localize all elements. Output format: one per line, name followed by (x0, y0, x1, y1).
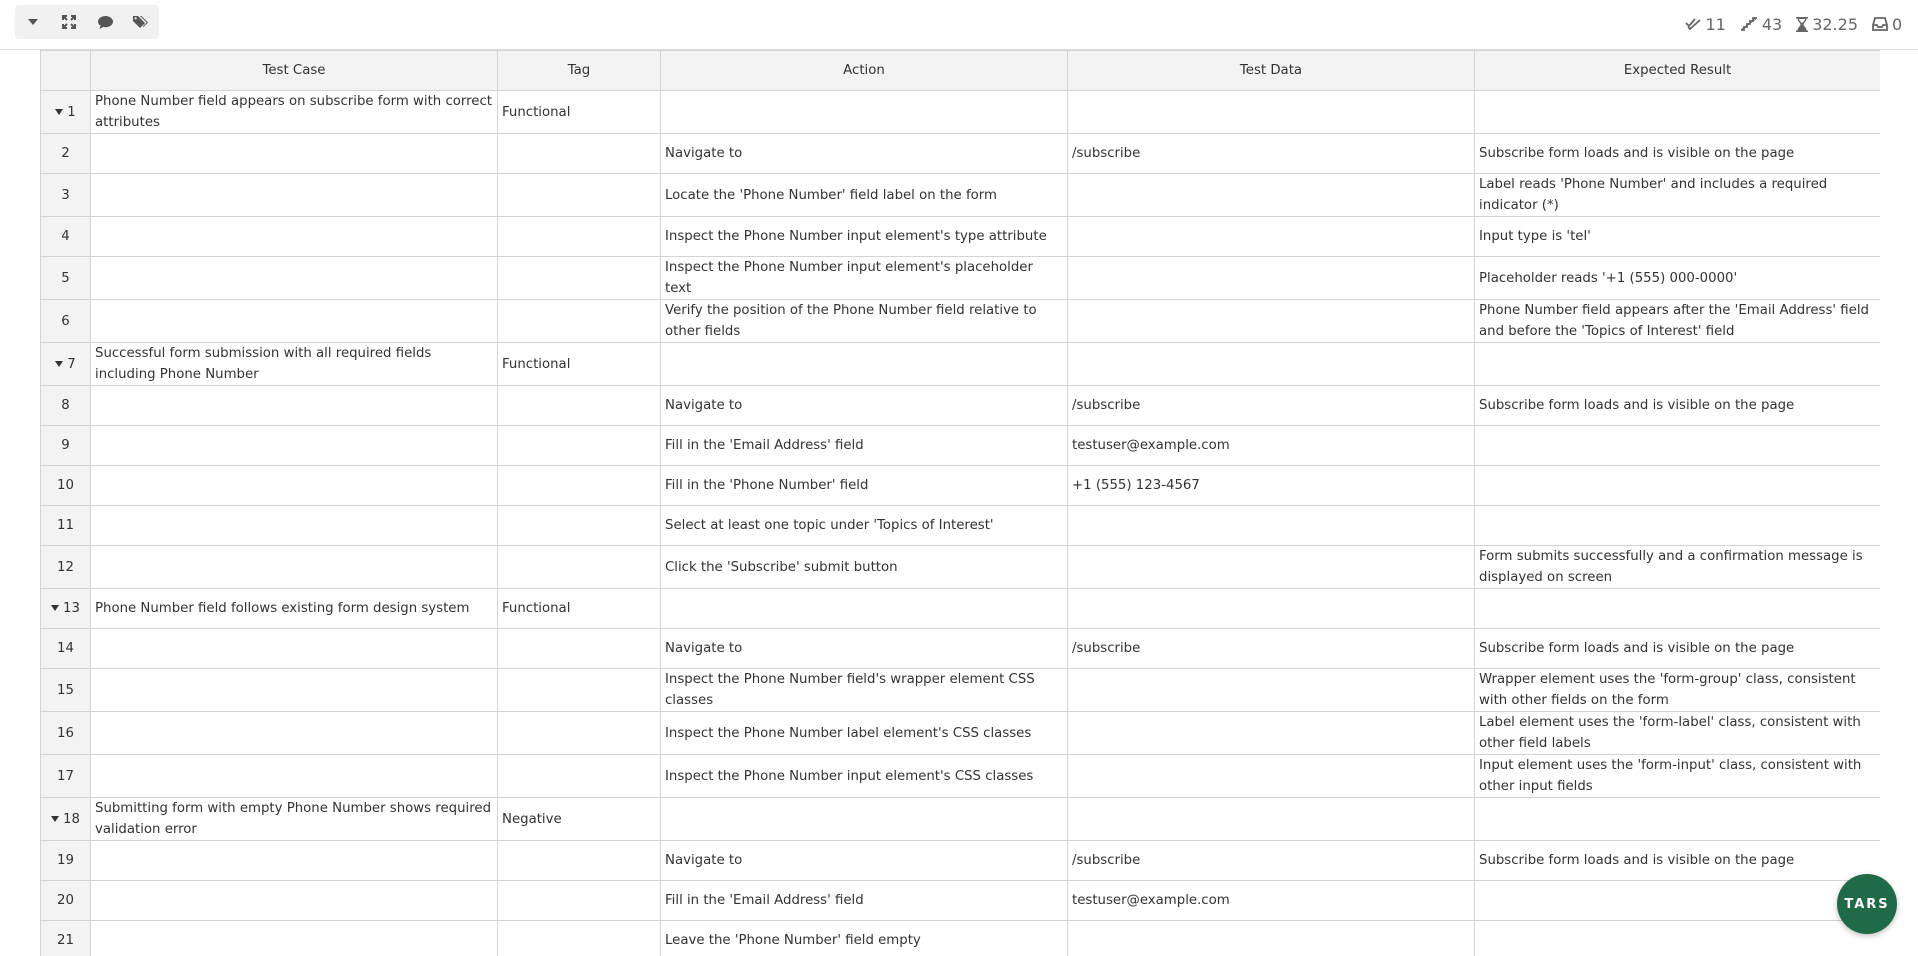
cell-tag[interactable]: Functional (498, 91, 661, 134)
cell-tag[interactable] (498, 841, 661, 881)
cell-test-data[interactable] (1068, 257, 1475, 300)
cell-test-data[interactable] (1068, 546, 1475, 589)
cell-expected-result[interactable] (1475, 466, 1881, 506)
cell-action[interactable]: Locate the 'Phone Number' field label on the form (661, 174, 1068, 217)
cell-test-case[interactable] (91, 546, 498, 589)
tars-assistant-button[interactable] (1837, 874, 1897, 934)
checks-count: 11 (1705, 14, 1726, 34)
cell-expected-result[interactable] (1475, 91, 1881, 134)
test-step-row[interactable] (41, 300, 1881, 343)
row-number-cell (41, 506, 91, 546)
steps-count: 43 (1761, 14, 1783, 34)
cell-test-case[interactable] (91, 921, 498, 956)
cell-expected-result[interactable] (1475, 589, 1881, 629)
cell-expected-result[interactable]: Placeholder reads '+1 (555) 000-0000' (1475, 257, 1881, 300)
cell-expected-result[interactable]: Subscribe form loads and is visible on the page (1475, 134, 1881, 174)
row-number-cell (41, 257, 91, 300)
checks-stat (1685, 15, 1725, 34)
cell-test-case[interactable] (91, 629, 498, 669)
test-case-group-row[interactable] (41, 343, 1881, 386)
row-number-cell (41, 174, 91, 217)
column-header-test-case[interactable]: Test Case (91, 51, 498, 91)
cell-action[interactable]: Navigate to (661, 841, 1068, 881)
cell-action[interactable]: Select at least one topic under 'Topics of Interest' (661, 506, 1068, 546)
row-number-cell (41, 300, 91, 343)
duration-value: 32.25 (1812, 14, 1858, 34)
cell-test-case[interactable]: Phone Number field appears on subscribe form with correct attributes (91, 91, 498, 134)
cell-expected-result[interactable]: Label reads 'Phone Number' and includes a required indicator (*) (1475, 174, 1881, 217)
test-case-group-row[interactable] (41, 91, 1881, 134)
test-case-table (40, 50, 1880, 956)
cell-test-data[interactable] (1068, 755, 1475, 798)
caret-down-icon[interactable] (51, 605, 59, 611)
cell-test-case[interactable] (91, 217, 498, 257)
row-number-cell (41, 755, 91, 798)
row-number-cell (41, 134, 91, 174)
cell-test-data[interactable] (1068, 798, 1475, 841)
cell-test-case[interactable] (91, 426, 498, 466)
test-case-group-row[interactable] (41, 589, 1881, 629)
cell-action[interactable]: Navigate to (661, 134, 1068, 174)
cell-tag[interactable] (498, 629, 661, 669)
caret-down-icon[interactable] (55, 361, 63, 367)
test-case-group-row[interactable] (41, 798, 1881, 841)
row-number: 11 (57, 518, 74, 533)
collapse-toggle-button[interactable] (15, 5, 51, 39)
cell-action[interactable]: Inspect the Phone Number input element's placeholder text (661, 257, 1068, 300)
header-row (41, 51, 1881, 91)
cell-expected-result[interactable]: Input type is 'tel' (1475, 217, 1881, 257)
row-number-cell (41, 798, 91, 841)
cell-tag[interactable] (498, 386, 661, 426)
cell-test-case[interactable]: Phone Number field follows existing form design system (91, 589, 498, 629)
cell-test-data[interactable] (1068, 589, 1475, 629)
steps-stat (1740, 15, 1782, 34)
cell-test-case[interactable] (91, 755, 498, 798)
row-number: 18 (63, 811, 80, 827)
comment-icon (98, 16, 113, 29)
cell-test-data[interactable] (1068, 174, 1475, 217)
test-step-row[interactable] (41, 217, 1881, 257)
cell-test-case[interactable] (91, 841, 498, 881)
cell-test-case[interactable]: Successful form submission with all required fields including Phone Number (91, 343, 498, 386)
column-header-test-data[interactable]: Test Data (1068, 51, 1475, 91)
cell-tag[interactable] (498, 466, 661, 506)
column-header-expected-result[interactable]: Expected Result (1475, 51, 1881, 91)
inbox-icon (1872, 17, 1888, 31)
cell-expected-result[interactable]: Subscribe form loads and is visible on the page (1475, 841, 1881, 881)
cell-expected-result[interactable] (1475, 343, 1881, 386)
cell-test-data[interactable]: testuser@example.com (1068, 881, 1475, 921)
top-toolbar (0, 0, 1918, 50)
row-number-header (41, 51, 91, 91)
row-number: 21 (57, 933, 74, 948)
row-number: 20 (57, 893, 74, 908)
cell-tag[interactable] (498, 506, 661, 546)
cell-action[interactable]: Inspect the Phone Number field's wrapper element CSS classes (661, 669, 1068, 712)
row-number-cell (41, 669, 91, 712)
test-step-row[interactable] (41, 506, 1881, 546)
test-step-row[interactable] (41, 629, 1881, 669)
cell-tag[interactable]: Functional (498, 589, 661, 629)
cell-action[interactable]: Fill in the 'Email Address' field (661, 881, 1068, 921)
cell-test-case[interactable] (91, 300, 498, 343)
cell-expected-result[interactable]: Wrapper element uses the 'form-group' class, consistent with other fields on the form (1475, 669, 1881, 712)
row-number: 2 (61, 146, 70, 161)
cell-test-data[interactable]: /subscribe (1068, 134, 1475, 174)
cell-test-case[interactable] (91, 669, 498, 712)
cell-action[interactable]: Inspect the Phone Number input element's CSS classes (661, 755, 1068, 798)
cell-test-data[interactable]: /subscribe (1068, 386, 1475, 426)
test-step-row[interactable] (41, 881, 1881, 921)
cell-test-data[interactable] (1068, 300, 1475, 343)
cell-expected-result[interactable]: Subscribe form loads and is visible on the page (1475, 629, 1881, 669)
cell-expected-result[interactable]: Subscribe form loads and is visible on the page (1475, 386, 1881, 426)
cell-test-data[interactable] (1068, 91, 1475, 134)
row-number: 8 (61, 398, 70, 413)
row-number-cell (41, 712, 91, 755)
test-step-row[interactable] (41, 466, 1881, 506)
cell-test-data[interactable] (1068, 712, 1475, 755)
expand-icon (62, 15, 76, 29)
cell-action[interactable]: Leave the 'Phone Number' field empty (661, 921, 1068, 956)
row-number: 12 (57, 559, 74, 575)
steps-icon (1740, 17, 1758, 31)
row-number-cell (41, 217, 91, 257)
cell-action[interactable]: Fill in the 'Phone Number' field (661, 466, 1068, 506)
cell-tag[interactable] (498, 669, 661, 712)
row-number: 17 (57, 768, 74, 784)
cell-tag[interactable] (498, 712, 661, 755)
chevron-down-icon (28, 19, 38, 25)
cell-tag[interactable] (498, 881, 661, 921)
row-number-cell (41, 386, 91, 426)
cell-test-data[interactable] (1068, 343, 1475, 386)
cell-test-data[interactable] (1068, 217, 1475, 257)
cell-tag[interactable] (498, 921, 661, 956)
test-case-grid (40, 50, 1880, 956)
tags-icon (133, 15, 149, 29)
test-step-row[interactable] (41, 921, 1881, 956)
cell-test-data[interactable]: +1 (555) 123-4567 (1068, 466, 1475, 506)
cell-tag[interactable] (498, 217, 661, 257)
cell-tag[interactable] (498, 174, 661, 217)
cell-test-data[interactable]: /subscribe (1068, 629, 1475, 669)
row-number: 4 (61, 229, 70, 244)
cell-tag[interactable]: Negative (498, 798, 661, 841)
test-step-row[interactable] (41, 841, 1881, 881)
expand-button[interactable] (51, 5, 87, 39)
cell-test-data[interactable] (1068, 921, 1475, 956)
cell-test-data[interactable]: testuser@example.com (1068, 426, 1475, 466)
test-step-row[interactable] (41, 546, 1881, 589)
cell-tag[interactable] (498, 257, 661, 300)
cell-tag[interactable] (498, 426, 661, 466)
cell-action[interactable]: Verify the position of the Phone Number field relative to other fields (661, 300, 1068, 343)
cell-expected-result[interactable]: Phone Number field appears after the 'Email Address' field and before the 'Topics of Interest' field (1475, 300, 1881, 343)
test-step-row[interactable] (41, 426, 1881, 466)
cell-action[interactable] (661, 798, 1068, 841)
row-number-cell (41, 343, 91, 386)
row-number-cell (41, 91, 91, 134)
cell-test-case[interactable] (91, 134, 498, 174)
comments-button[interactable] (87, 5, 123, 39)
cell-test-case[interactable] (91, 386, 498, 426)
row-number-cell (41, 546, 91, 589)
row-number: 6 (61, 313, 70, 329)
row-number-cell (41, 466, 91, 506)
cell-test-data[interactable] (1068, 506, 1475, 546)
row-number: 16 (57, 725, 74, 741)
cell-test-case[interactable]: Submitting form with empty Phone Number shows required validation error (91, 798, 498, 841)
caret-down-icon[interactable] (55, 109, 63, 115)
row-number: 3 (61, 187, 70, 203)
test-step-row[interactable] (41, 386, 1881, 426)
row-number: 10 (57, 478, 74, 493)
test-step-row[interactable] (41, 174, 1881, 217)
tars-label: TARS (1844, 896, 1890, 912)
cell-test-case[interactable] (91, 257, 498, 300)
inbox-count: 0 (1892, 14, 1903, 34)
row-number: 7 (67, 356, 76, 372)
double-check-icon (1685, 18, 1701, 30)
test-step-row[interactable] (41, 712, 1881, 755)
test-step-row[interactable] (41, 134, 1881, 174)
cell-action[interactable] (661, 589, 1068, 629)
row-number: 19 (57, 853, 74, 868)
row-number-cell (41, 589, 91, 629)
table-body (41, 91, 1881, 956)
cell-test-data[interactable] (1068, 669, 1475, 712)
cell-action[interactable]: Inspect the Phone Number input element's type attribute (661, 217, 1068, 257)
row-number: 14 (57, 641, 74, 656)
cell-action[interactable]: Click the 'Subscribe' submit button (661, 546, 1068, 589)
cell-action[interactable]: Fill in the 'Email Address' field (661, 426, 1068, 466)
cell-test-data[interactable]: /subscribe (1068, 841, 1475, 881)
tags-button[interactable] (123, 5, 159, 39)
test-step-row[interactable] (41, 257, 1881, 300)
cell-test-case[interactable] (91, 881, 498, 921)
cell-action[interactable] (661, 343, 1068, 386)
cell-action[interactable]: Navigate to (661, 386, 1068, 426)
cell-expected-result[interactable] (1475, 506, 1881, 546)
row-number: 1 (67, 104, 76, 120)
cell-expected-result[interactable] (1475, 798, 1881, 841)
row-number-cell (41, 921, 91, 956)
cell-tag[interactable] (498, 300, 661, 343)
cell-tag[interactable] (498, 755, 661, 798)
row-number-cell (41, 629, 91, 669)
cell-test-case[interactable] (91, 712, 498, 755)
inbox-stat (1872, 15, 1918, 34)
cell-test-case[interactable] (91, 506, 498, 546)
toolbar-button-group (15, 5, 159, 39)
row-number-cell (41, 426, 91, 466)
cell-tag[interactable] (498, 134, 661, 174)
duration-stat (1796, 15, 1858, 34)
row-number-cell (41, 841, 91, 881)
column-header-tag[interactable]: Tag (498, 51, 661, 91)
cell-tag[interactable]: Functional (498, 343, 661, 386)
cell-test-case[interactable] (91, 174, 498, 217)
cell-action[interactable]: Navigate to (661, 629, 1068, 669)
cell-action[interactable] (661, 91, 1068, 134)
cell-expected-result[interactable] (1475, 426, 1881, 466)
column-header-action[interactable]: Action (661, 51, 1068, 91)
hourglass-icon (1796, 17, 1808, 32)
cell-expected-result[interactable] (1475, 921, 1881, 956)
row-number: 15 (57, 682, 74, 698)
test-step-row[interactable] (41, 669, 1881, 712)
cell-expected-result[interactable]: Form submits successfully and a confirmation message is displayed on screen (1475, 546, 1881, 589)
cell-expected-result[interactable] (1475, 881, 1881, 921)
cell-tag[interactable] (498, 546, 661, 589)
test-step-row[interactable] (41, 755, 1881, 798)
row-number-cell (41, 881, 91, 921)
stats-bar (1685, 0, 1918, 48)
caret-down-icon[interactable] (51, 816, 59, 822)
cell-test-case[interactable] (91, 466, 498, 506)
row-number: 9 (61, 438, 70, 453)
cell-expected-result[interactable]: Input element uses the 'form-input' class, consistent with other input fields (1475, 755, 1881, 798)
row-number: 13 (63, 601, 80, 616)
row-number: 5 (61, 270, 70, 286)
cell-expected-result[interactable]: Label element uses the 'form-label' class, consistent with other field labels (1475, 712, 1881, 755)
cell-action[interactable]: Inspect the Phone Number label element's CSS classes (661, 712, 1068, 755)
